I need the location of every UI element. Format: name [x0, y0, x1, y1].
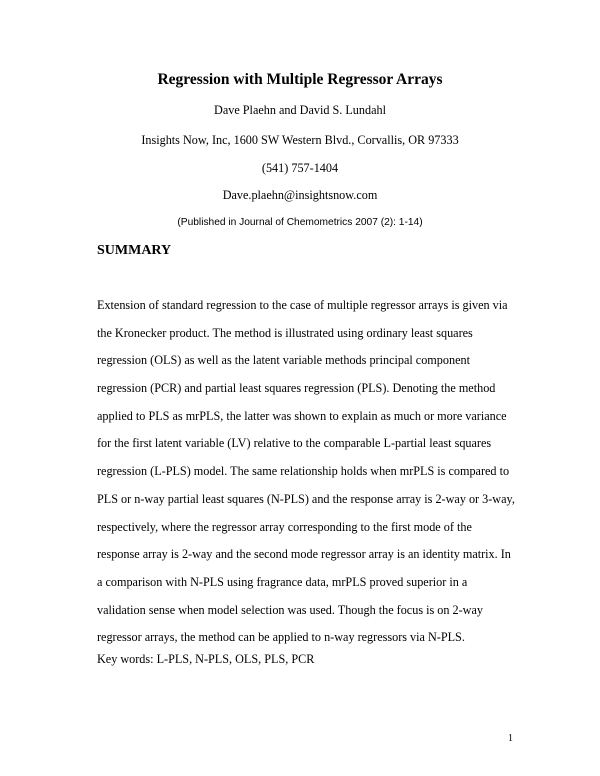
summary-line: PLS or n-way partial least squares (N-PLS) and the response array is 2-way or 3-way,: [97, 491, 515, 506]
author-affiliation: Insights Now, Inc, 1600 SW Western Blvd., Corvallis, OR 97333: [141, 133, 459, 147]
publication-note: (Published in Journal of Chemometrics 2007 (2): 1-14): [177, 217, 423, 228]
summary-line: regression (PCR) and partial least squares regression (PLS). Denoting the method: [97, 381, 496, 396]
summary-line: regression (L-PLS) model. The same relationship holds when mrPLS is compared to: [97, 464, 510, 479]
summary-line: for the first latent variable (LV) relative to the comparable L-partial least squares: [97, 436, 492, 451]
summary-line: validation sense when model selection was used. Though the focus is on 2-way: [97, 602, 483, 617]
summary-line: regressor arrays, the method can be applied to n-way regressors via N-PLS.: [97, 630, 465, 645]
summary-line: response array is 2-way and the second mode regressor array is an identity matrix. In: [97, 547, 511, 562]
summary-line: a comparison with N-PLS using fragrance data, mrPLS proved superior in a: [97, 574, 468, 589]
author-names: Dave Plaehn and David S. Lundahl: [214, 103, 386, 117]
summary-line: the Kronecker product. The method is illustrated using ordinary least squares: [97, 325, 473, 340]
page-number: 1: [508, 733, 513, 744]
paper-title: Regression with Multiple Regressor Arrays: [157, 71, 443, 88]
summary-line: applied to PLS as mrPLS, the latter was shown to explain as much or more variance: [97, 408, 507, 423]
summary-paragraph: [97, 292, 517, 652]
summary-line: respectively, where the regressor array corresponding to the first mode of the: [97, 519, 472, 534]
summary-line: Extension of standard regression to the case of multiple regressor arrays is given via: [97, 298, 508, 312]
keywords-line: Key words: L-PLS, N-PLS, OLS, PLS, PCR: [97, 652, 315, 666]
summary-heading: SUMMARY: [97, 243, 172, 258]
summary-line: regression (OLS) as well as the latent variable methods principal component: [97, 353, 470, 368]
author-phone: (541) 757-1404: [261, 161, 339, 175]
author-email: Dave.plaehn@insightsnow.com: [222, 188, 378, 202]
